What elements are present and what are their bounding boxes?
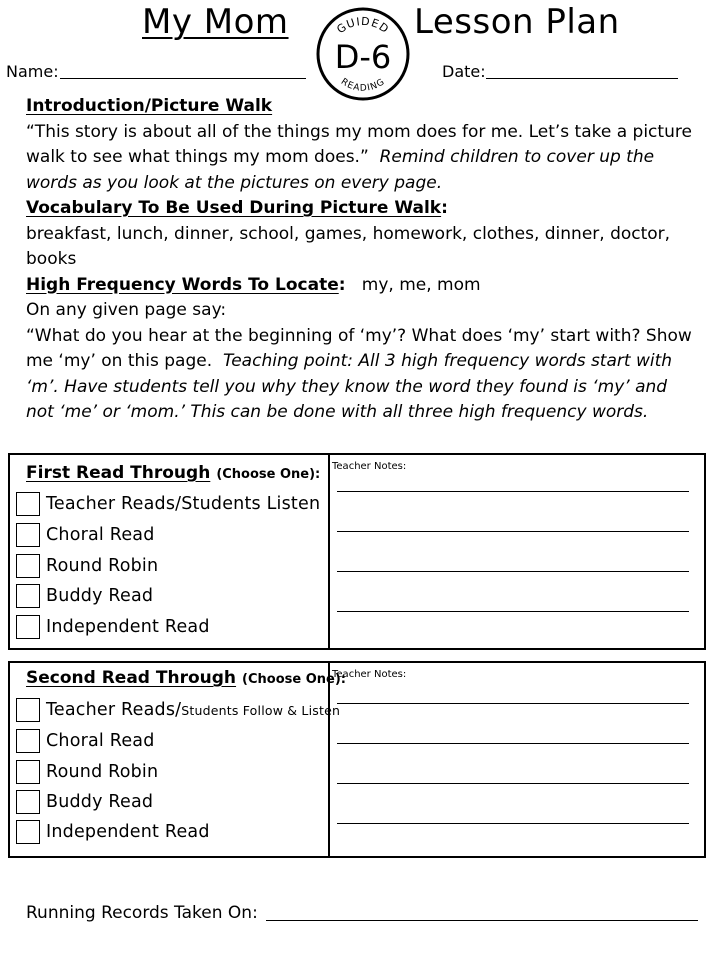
vocabulary-heading: Vocabulary To Be Used During Picture Walk bbox=[26, 198, 442, 218]
option-label: Buddy Read bbox=[46, 792, 154, 812]
second-read-option[interactable] bbox=[16, 728, 155, 754]
name-label: Name: bbox=[6, 62, 59, 81]
prompt-intro: On any given page say: bbox=[26, 300, 227, 320]
option-label-main: Teacher Reads/ bbox=[46, 700, 182, 720]
high-frequency-colon: : bbox=[338, 274, 346, 295]
intro-instruction: Remind children to cover up the words as you look at the pictures on every page. bbox=[26, 147, 655, 193]
option-label bbox=[46, 700, 340, 720]
first-read-note-line[interactable] bbox=[337, 571, 689, 572]
second-read-note-line[interactable] bbox=[337, 823, 689, 824]
second-read-option[interactable] bbox=[16, 819, 210, 845]
badge-top-text: GUIDED bbox=[334, 14, 392, 37]
second-read-note-line[interactable] bbox=[337, 743, 689, 744]
second-read-note-line[interactable] bbox=[337, 783, 689, 784]
badge-level: D-6 bbox=[334, 38, 392, 76]
first-read-option[interactable] bbox=[16, 553, 158, 579]
second-read-box bbox=[8, 661, 706, 858]
first-read-note-line[interactable] bbox=[337, 531, 689, 532]
option-label: Independent Read bbox=[46, 822, 210, 842]
intro-heading: Introduction/Picture Walk bbox=[26, 96, 273, 116]
first-read-notes-label: Teacher Notes: bbox=[332, 461, 407, 472]
teaching-point: Teaching point: All 3 high frequency words start with ‘m’. Have students tell you why they know the word they found is ‘my’ and not ‘me’ or ‘mom.’ This can be done with all three high frequency words. bbox=[26, 351, 673, 422]
checkbox[interactable] bbox=[16, 729, 40, 753]
first-read-option[interactable] bbox=[16, 491, 320, 517]
first-read-title-text: First Read Through bbox=[26, 463, 211, 483]
option-label: Round Robin bbox=[46, 762, 159, 782]
first-read-note-line[interactable] bbox=[337, 491, 689, 492]
option-label: Choral Read bbox=[46, 525, 155, 545]
checkbox[interactable] bbox=[16, 615, 40, 639]
checkbox[interactable] bbox=[16, 698, 40, 722]
checkbox[interactable] bbox=[16, 820, 40, 844]
vocabulary-colon: : bbox=[441, 198, 448, 218]
high-frequency-heading: High Frequency Words To Locate bbox=[26, 274, 339, 295]
title-my-mom: My Mom bbox=[142, 2, 289, 42]
checkbox[interactable] bbox=[16, 523, 40, 547]
intro-quote: “This story is about all of the things my mom does for me. Let’s take a picture walk to see what things my mom does.” bbox=[26, 121, 692, 167]
second-read-option[interactable] bbox=[16, 759, 158, 785]
first-read-option[interactable] bbox=[16, 614, 210, 640]
option-label: Teacher Reads/Students Listen bbox=[46, 494, 321, 514]
title-lesson-plan: Lesson Plan bbox=[414, 2, 620, 42]
high-frequency-words: my, me, mom bbox=[361, 274, 481, 295]
checkbox[interactable] bbox=[16, 554, 40, 578]
checkbox[interactable] bbox=[16, 492, 40, 516]
second-read-title-text: Second Read Through bbox=[26, 668, 237, 688]
first-read-divider bbox=[328, 455, 330, 648]
checkbox[interactable] bbox=[16, 790, 40, 814]
first-read-box bbox=[8, 453, 706, 650]
second-read-title bbox=[26, 668, 346, 688]
first-read-choose: (Choose One): bbox=[216, 467, 321, 482]
lesson-body bbox=[26, 94, 696, 426]
running-records-field[interactable] bbox=[266, 920, 698, 921]
badge-bottom-text: READING bbox=[338, 76, 388, 94]
vocabulary-words: breakfast, lunch, dinner, school, games, homework, clothes, dinner, doctor, books bbox=[26, 223, 671, 269]
second-read-divider bbox=[328, 663, 330, 856]
first-read-option[interactable] bbox=[16, 583, 153, 609]
option-label: Choral Read bbox=[46, 731, 155, 751]
option-label-small: Students Follow & Listen bbox=[181, 703, 341, 718]
second-read-choose: (Choose One): bbox=[242, 672, 346, 687]
date-field[interactable] bbox=[486, 78, 678, 79]
first-read-note-line[interactable] bbox=[337, 611, 689, 612]
name-field[interactable] bbox=[60, 78, 306, 79]
running-records-label: Running Records Taken On: bbox=[26, 903, 258, 923]
option-label: Buddy Read bbox=[46, 586, 154, 606]
second-read-note-line[interactable] bbox=[337, 703, 689, 704]
option-label: Round Robin bbox=[46, 556, 159, 576]
first-read-title bbox=[26, 463, 320, 483]
second-read-notes-label: Teacher Notes: bbox=[332, 669, 407, 680]
checkbox[interactable] bbox=[16, 760, 40, 784]
checkbox[interactable] bbox=[16, 584, 40, 608]
date-label: Date: bbox=[442, 62, 486, 81]
prompt-text: “What do you hear at the beginning of ‘my’? What does ‘my’ start with? Show me ‘my’ on this page. bbox=[26, 325, 692, 371]
second-read-option[interactable] bbox=[16, 697, 340, 723]
second-read-option[interactable] bbox=[16, 789, 153, 815]
guided-reading-badge bbox=[312, 6, 414, 102]
first-read-option[interactable] bbox=[16, 522, 155, 548]
option-label: Independent Read bbox=[46, 617, 210, 637]
